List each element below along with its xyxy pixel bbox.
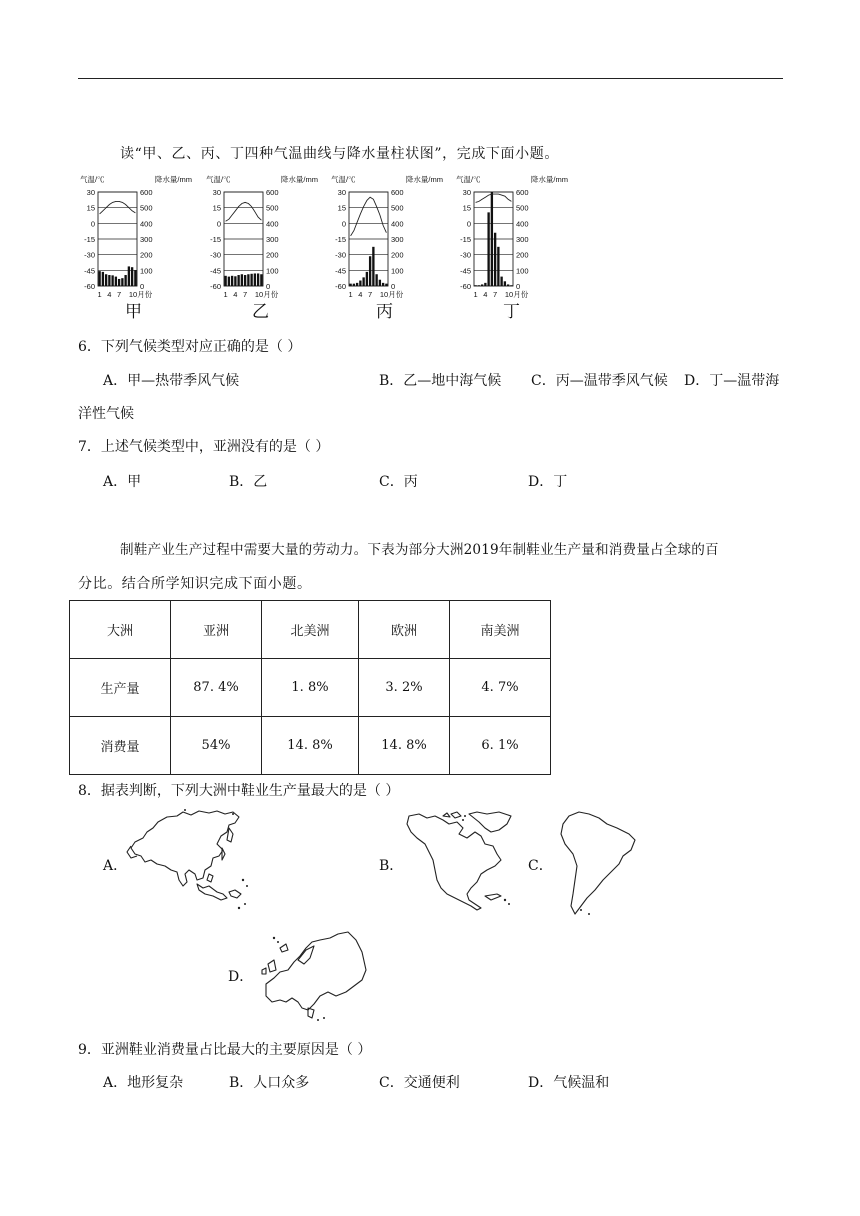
precip-bar	[257, 273, 259, 286]
month-tick-label: 7	[243, 290, 248, 299]
intro-shoe-cont: 分比。结合所学知识完成下面小题。	[78, 576, 312, 592]
precip-tick-label: 400	[266, 219, 279, 229]
table-cell: 亚洲	[171, 601, 262, 659]
temp-tick-label: -15	[84, 235, 95, 244]
precip-tick-label: 100	[516, 266, 529, 276]
table-cell: 4. 7%	[450, 659, 551, 717]
precip-tick-label: 0	[140, 282, 145, 291]
q8-option-c[interactable]: C．	[528, 858, 553, 874]
climate-chart-bing	[331, 172, 443, 322]
precip-bar	[379, 280, 381, 286]
north-america-map-icon[interactable]	[405, 810, 517, 916]
table-cell: 6. 1%	[450, 717, 551, 775]
precip-tick-label: 300	[140, 235, 153, 244]
temp-tick-label: 15	[462, 203, 471, 213]
temp-axis-label: 气温/℃	[80, 175, 105, 184]
temp-tick-label: 0	[466, 219, 471, 229]
temp-tick-label: -30	[335, 250, 346, 260]
q6-option-a[interactable]: A．甲—热带季风气候	[103, 373, 240, 389]
temp-line	[476, 194, 512, 202]
month-tick-label: 10月份	[504, 290, 529, 299]
temp-tick-label: -60	[335, 282, 346, 291]
q9-stem: 9．亚洲鞋业消费量占比最大的主要原因是（ ）	[78, 1042, 372, 1058]
q8-option-a[interactable]: A．	[103, 858, 128, 874]
temp-tick-label: -45	[84, 266, 95, 276]
precip-tick-label: 600	[140, 188, 153, 197]
month-tick-label: 10月份	[128, 290, 153, 299]
precip-bar	[375, 274, 377, 286]
q9-option-d[interactable]: D．气候温和	[528, 1075, 610, 1091]
precip-tick-label: 600	[516, 188, 529, 197]
precip-tick-label: 500	[391, 203, 404, 213]
month-tick-label: 7	[493, 290, 498, 299]
precip-bar	[356, 283, 358, 286]
precip-axis-label: 降水量/mm	[530, 175, 568, 184]
temp-tick-label: -15	[460, 235, 471, 244]
temp-tick-label: -45	[460, 266, 471, 276]
precip-bar	[487, 212, 489, 286]
temp-axis-label: 气温/℃	[331, 175, 356, 184]
precip-tick-label: 100	[266, 266, 279, 276]
precip-tick-label: 200	[140, 250, 153, 260]
precip-bar	[115, 277, 117, 286]
month-tick-label: 1	[97, 290, 102, 299]
temp-tick-label: -30	[84, 250, 95, 260]
month-tick-label: 10月份	[254, 290, 279, 299]
precip-bar	[481, 284, 483, 286]
intro-shoe: 制鞋产业生产过程中需要大量的劳动力。下表为部分大洲2019年制鞋业生产量和消费量占全球的百	[120, 542, 719, 558]
q8-option-d[interactable]: D．	[228, 969, 254, 985]
precip-tick-label: 0	[266, 282, 271, 291]
temp-tick-label: 0	[90, 219, 95, 229]
temp-tick-label: -60	[460, 282, 471, 291]
chart-name-bing: 丙	[376, 302, 393, 322]
q8-option-b[interactable]: B．	[379, 858, 404, 874]
q9-option-a[interactable]: A．地形复杂	[103, 1075, 184, 1091]
temp-tick-label: -45	[210, 266, 221, 276]
table-header-row	[70, 601, 551, 659]
q6-option-d[interactable]: D．丁—温带海	[684, 373, 780, 389]
precip-bar	[244, 275, 246, 286]
south-america-map-icon[interactable]	[559, 810, 639, 916]
precip-bar	[224, 276, 226, 286]
month-tick-label: 4	[358, 290, 363, 299]
q6-option-c[interactable]: C．丙—温带季风气候	[531, 373, 668, 389]
q7-option-b[interactable]: B．乙	[229, 474, 268, 490]
month-tick-label: 1	[223, 290, 228, 299]
precip-bar	[102, 272, 104, 286]
chart-name-jia: 甲	[125, 302, 142, 322]
precip-bar	[108, 275, 110, 286]
table-cell: 南美洲	[450, 601, 551, 659]
chart-name-ding: 丁	[503, 302, 520, 322]
precip-tick-label: 300	[266, 235, 279, 244]
precip-bar	[362, 277, 364, 286]
temp-tick-label: 30	[337, 188, 346, 197]
precip-bar	[372, 247, 374, 286]
table-row	[70, 717, 551, 775]
precip-bar	[247, 274, 249, 286]
precip-tick-label: 400	[516, 219, 529, 229]
precip-bar	[241, 274, 243, 286]
precip-tick-label: 500	[266, 203, 279, 213]
climate-chart-jia	[80, 172, 192, 322]
month-tick-label: 1	[473, 290, 478, 299]
precip-tick-label: 200	[516, 250, 529, 260]
q8-stem: 8．据表判断，下列大洲中鞋业生产量最大的是（ ）	[78, 783, 400, 799]
table-cell: 1. 8%	[262, 659, 359, 717]
precip-bar	[254, 273, 256, 286]
climate-chart-yi	[206, 172, 318, 322]
month-tick-label: 4	[233, 290, 238, 299]
month-tick-label: 7	[368, 290, 373, 299]
climate-chart-ding	[456, 172, 568, 322]
precip-bar	[260, 274, 262, 286]
precip-tick-label: 400	[391, 219, 404, 229]
month-tick-label: 4	[107, 290, 112, 299]
table-cell: 消费量	[70, 717, 171, 775]
chart-name-yi: 乙	[252, 302, 269, 322]
precip-bar	[474, 285, 476, 286]
asia-map-icon[interactable]	[125, 808, 253, 914]
precip-tick-label: 200	[391, 250, 404, 260]
precip-axis-label: 降水量/mm	[405, 175, 443, 184]
q7-option-a[interactable]: A．甲	[103, 474, 142, 490]
precip-bar	[124, 275, 126, 286]
header-rule	[78, 78, 783, 79]
precip-bar	[359, 281, 361, 286]
precip-tick-label: 400	[140, 219, 153, 229]
table-cell: 北美洲	[262, 601, 359, 659]
precip-bar	[131, 267, 133, 286]
precip-bar	[349, 284, 351, 286]
precip-bar	[105, 274, 107, 286]
temp-line	[351, 197, 387, 236]
precip-bar	[353, 284, 355, 286]
month-tick-label: 1	[348, 290, 353, 299]
table-cell: 大洲	[70, 601, 171, 659]
precip-bar	[504, 281, 506, 286]
precip-axis-label: 降水量/mm	[154, 175, 192, 184]
precip-bar	[118, 279, 120, 286]
precip-bar	[510, 285, 512, 286]
temp-tick-label: -30	[460, 250, 471, 260]
q6-option-d-cont: 洋性气候	[78, 406, 134, 422]
q6-option-b[interactable]: B．乙—地中海气候	[379, 373, 502, 389]
table-cell: 3. 2%	[359, 659, 450, 717]
precip-tick-label: 600	[266, 188, 279, 197]
precip-bar	[494, 233, 496, 286]
precip-bar	[366, 272, 368, 286]
precip-bar	[478, 285, 480, 286]
table-cell: 54%	[171, 717, 262, 775]
precip-tick-label: 0	[516, 282, 521, 291]
table-cell: 14. 8%	[262, 717, 359, 775]
table-row	[70, 659, 551, 717]
month-tick-label: 10月份	[379, 290, 404, 299]
temp-line	[226, 202, 262, 221]
temp-tick-label: -30	[210, 250, 221, 260]
precip-tick-label: 300	[391, 235, 404, 244]
precip-bar	[500, 277, 502, 286]
precip-bar	[98, 271, 100, 286]
shoe-table	[69, 600, 551, 775]
precip-bar	[134, 270, 136, 286]
precip-tick-label: 200	[266, 250, 279, 260]
precip-bar	[369, 256, 371, 286]
precip-bar	[237, 275, 239, 286]
precip-bar	[484, 283, 486, 286]
temp-tick-label: -60	[210, 282, 221, 291]
temp-tick-label: 15	[212, 203, 221, 213]
temp-tick-label: 0	[341, 219, 346, 229]
temp-tick-label: 30	[86, 188, 95, 197]
precip-tick-label: 0	[391, 282, 396, 291]
month-tick-label: 7	[117, 290, 122, 299]
q7-option-c[interactable]: C．丙	[379, 474, 418, 490]
precip-bar	[228, 277, 230, 286]
q7-option-d[interactable]: D．丁	[528, 474, 568, 490]
temp-axis-label: 气温/℃	[206, 175, 231, 184]
temp-tick-label: -45	[335, 266, 346, 276]
temp-tick-label: 15	[337, 203, 346, 213]
precip-bar	[121, 278, 123, 286]
precip-bar	[250, 274, 252, 286]
precip-bar	[234, 276, 236, 286]
q9-option-c[interactable]: C．交通便利	[379, 1075, 460, 1091]
temp-tick-label: 30	[212, 188, 221, 197]
temp-tick-label: 0	[216, 219, 221, 229]
precip-tick-label: 100	[391, 266, 404, 276]
precip-bar	[385, 284, 387, 286]
precip-bar	[497, 247, 499, 286]
precip-tick-label: 300	[516, 235, 529, 244]
temp-axis-label: 气温/℃	[456, 175, 481, 184]
table-cell: 14. 8%	[359, 717, 450, 775]
table-cell: 欧洲	[359, 601, 450, 659]
precip-axis-label: 降水量/mm	[280, 175, 318, 184]
temp-tick-label: 15	[86, 203, 95, 213]
precip-bar	[231, 276, 233, 286]
precip-tick-label: 500	[140, 203, 153, 213]
table-cell: 生产量	[70, 659, 171, 717]
q7-stem: 7．上述气候类型中，亚洲没有的是（ ）	[78, 439, 330, 455]
precip-tick-label: 100	[140, 266, 153, 276]
month-tick-label: 4	[483, 290, 488, 299]
intro-climate: 读“甲、乙、丙、丁四种气温曲线与降水量柱状图”，完成下面小题。	[120, 146, 559, 162]
q6-stem: 6．下列气候类型对应正确的是（ ）	[78, 339, 302, 355]
temp-tick-label: -15	[335, 235, 346, 244]
temp-tick-label: -60	[84, 282, 95, 291]
europe-map-icon[interactable]	[258, 930, 368, 1026]
precip-tick-label: 500	[516, 203, 529, 213]
temp-tick-label: -15	[210, 235, 221, 244]
precip-bar	[111, 275, 113, 286]
q9-option-b[interactable]: B．人口众多	[229, 1075, 310, 1091]
precip-bar	[507, 284, 509, 286]
table-cell: 87. 4%	[171, 659, 262, 717]
precip-bar	[491, 192, 493, 286]
precip-bar	[382, 283, 384, 286]
temp-tick-label: 30	[462, 188, 471, 197]
precip-tick-label: 600	[391, 188, 404, 197]
precip-bar	[128, 266, 130, 286]
